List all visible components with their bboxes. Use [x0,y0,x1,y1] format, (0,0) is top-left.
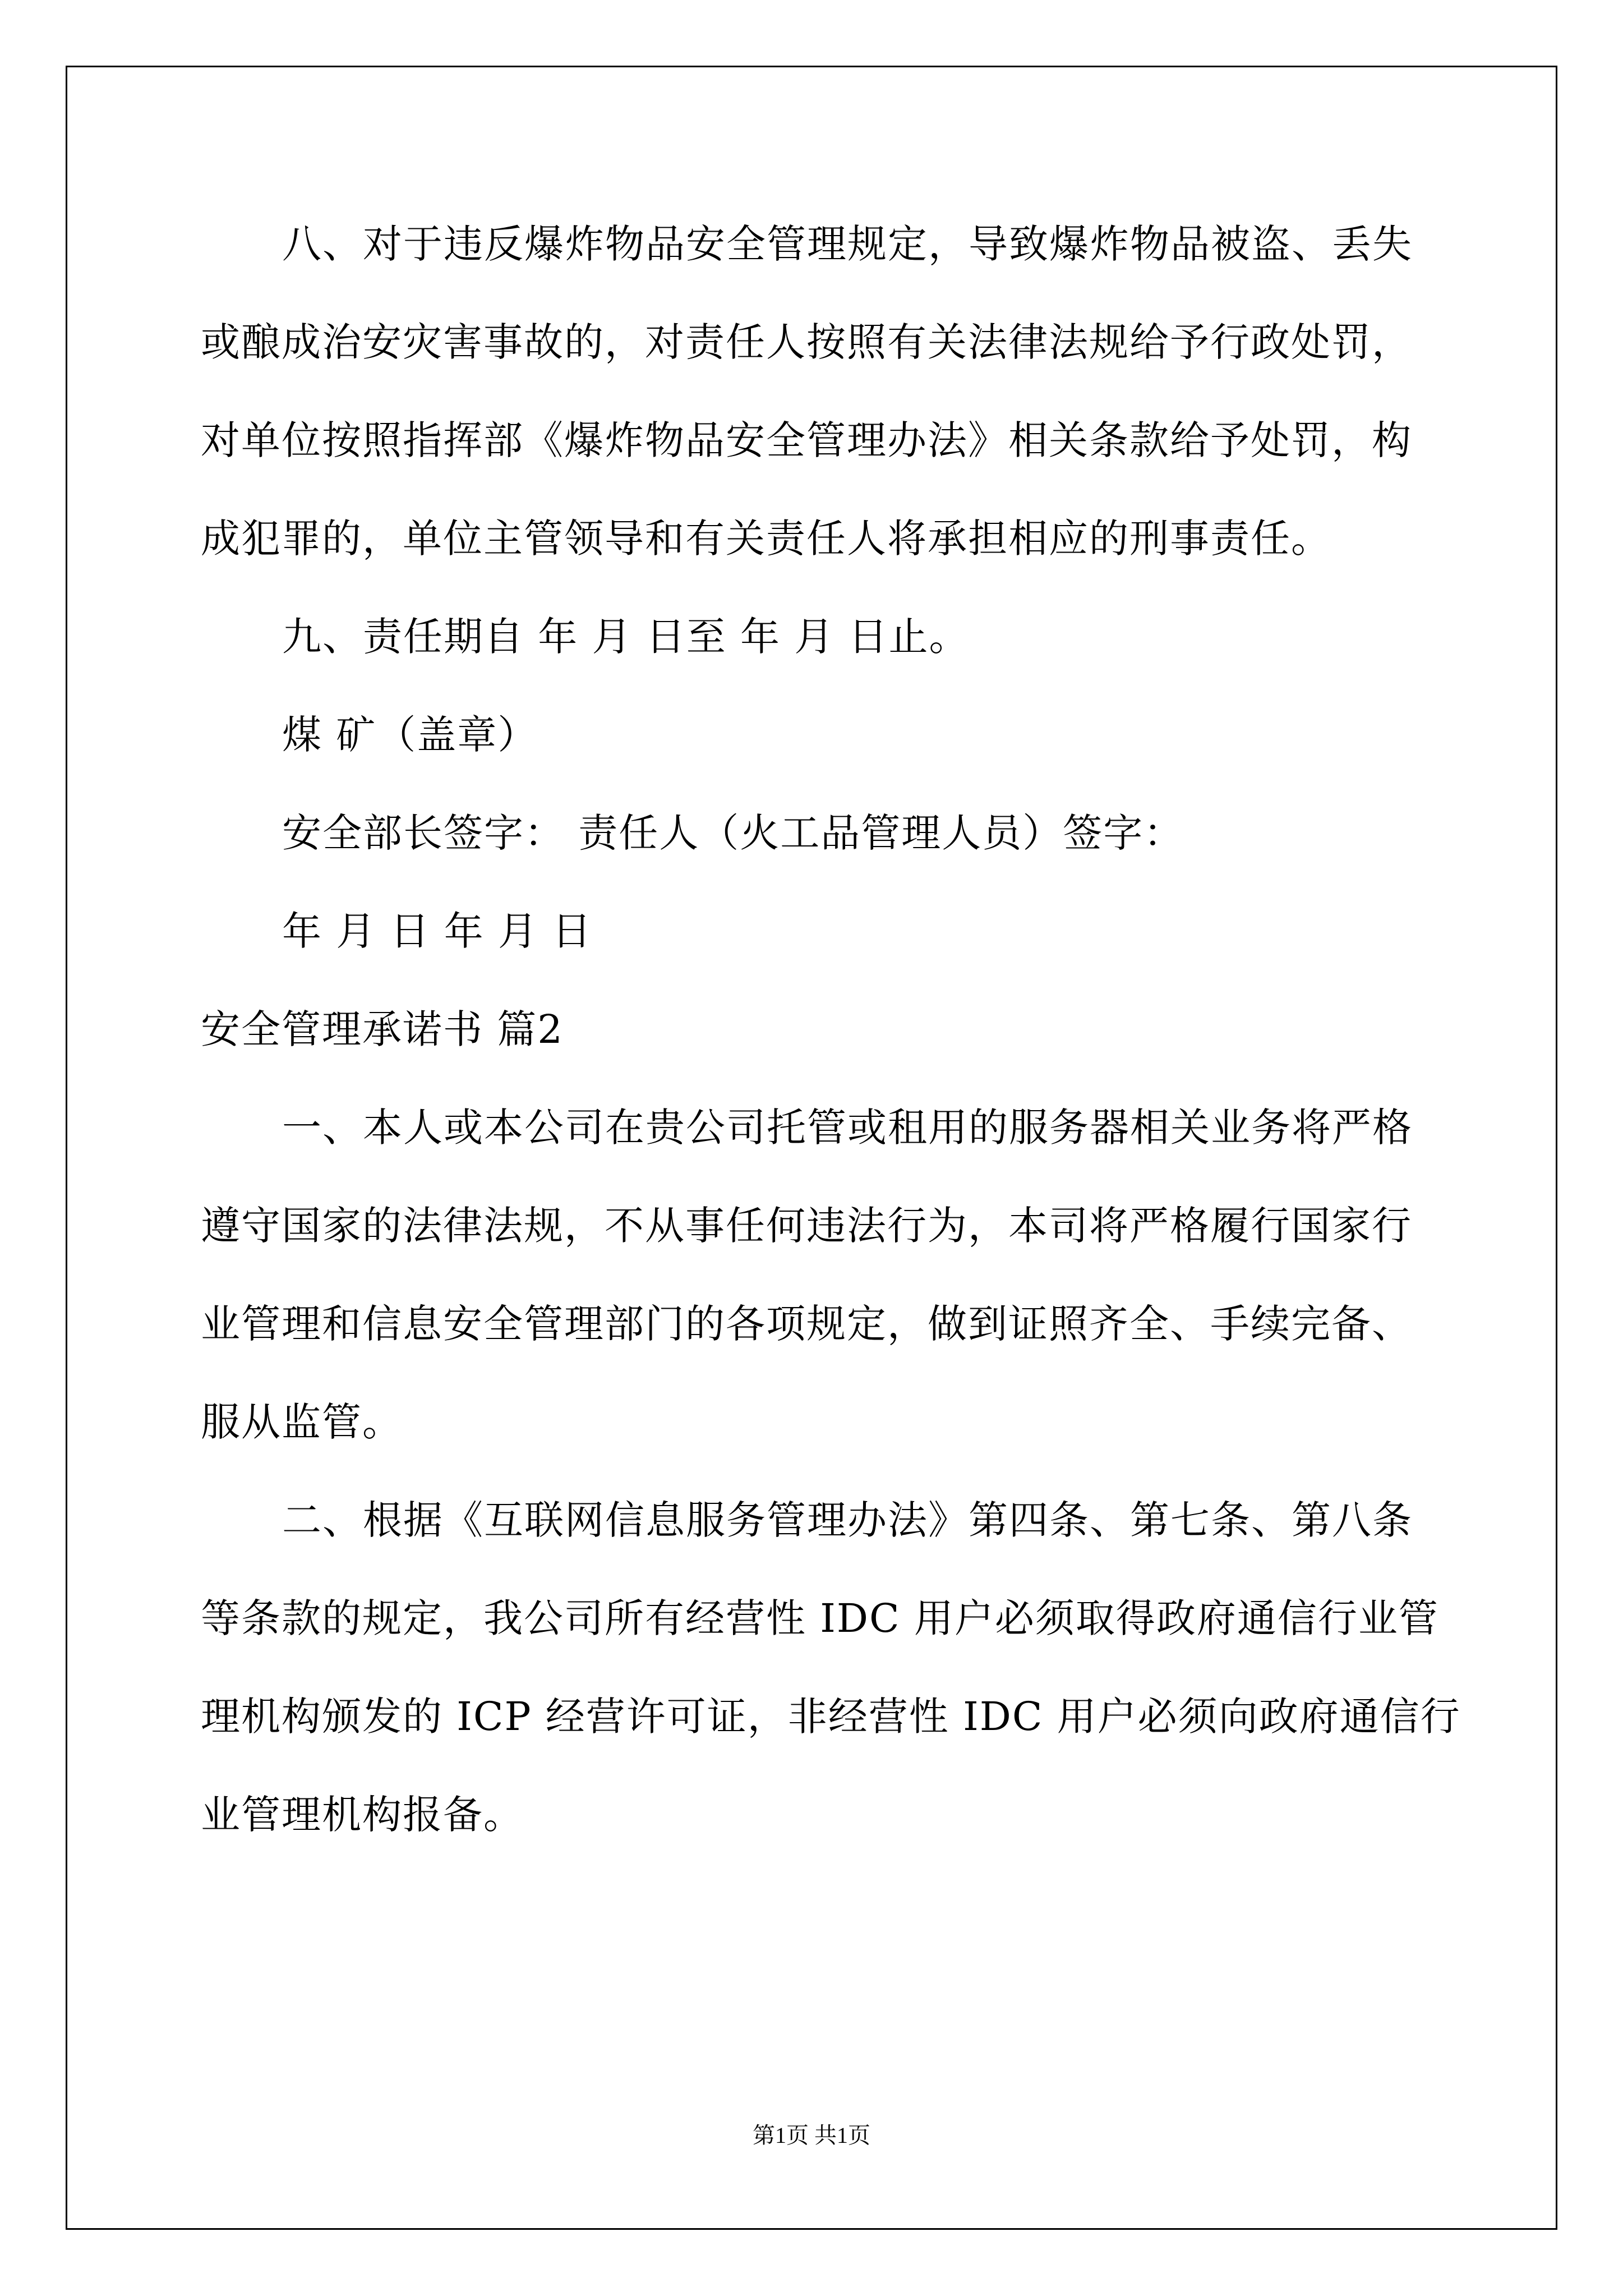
paragraph-9: 九、责任期自 年 月 日至 年 月 日止。 [282,614,970,660]
paragraph-1-line-1: 一、本人或本公司在贵公司托管或租用的服务器相关业务将严格 [282,1105,1413,1151]
section-heading: 安全管理承诺书 篇2 [201,1006,564,1052]
page-footer: 第1页 共1页 [753,2123,870,2148]
signature-line: 安全部长签字： 责任人（火工品管理人员）签字： [282,810,1184,856]
paragraph-1-line-4: 服从监管。 [201,1399,403,1445]
paragraph-8-line-1: 八、对于违反爆炸物品安全管理规定，导致爆炸物品被盗、丢失 [282,221,1413,267]
paragraph-1-line-2: 遵守国家的法律法规，不从事任何违法行为，本司将严格履行国家行 [201,1203,1412,1249]
paragraph-1-line-3: 业管理和信息安全管理部门的各项规定，做到证照齐全、手续完备、 [201,1301,1412,1347]
paragraph-2-line-2: 等条款的规定，我公司所有经营性 IDC 用户必须取得政府通信行业管 [201,1595,1439,1641]
paragraph-2-line-3: 理机构颁发的 ICP 经营许可证，非经营性 IDC 用户必须向政府通信行 [201,1694,1461,1740]
paragraph-8-line-2: 或酿成治安灾害事故的，对责任人按照有关法律法规给予行政处罚， [201,319,1412,365]
paragraph-8-line-3: 对单位按照指挥部《爆炸物品安全管理办法》相关条款给予处罚，构 [201,417,1412,463]
seal-line: 煤 矿（盖章） [282,712,538,758]
paragraph-2-line-4: 业管理机构报备。 [201,1792,524,1838]
paragraph-8-line-4: 成犯罪的，单位主管领导和有关责任人将承担相应的刑事责任。 [201,516,1331,562]
paragraph-2-line-1: 二、根据《互联网信息服务管理办法》第四条、第七条、第八条 [282,1497,1413,1543]
date-line: 年 月 日 年 月 日 [282,908,593,954]
